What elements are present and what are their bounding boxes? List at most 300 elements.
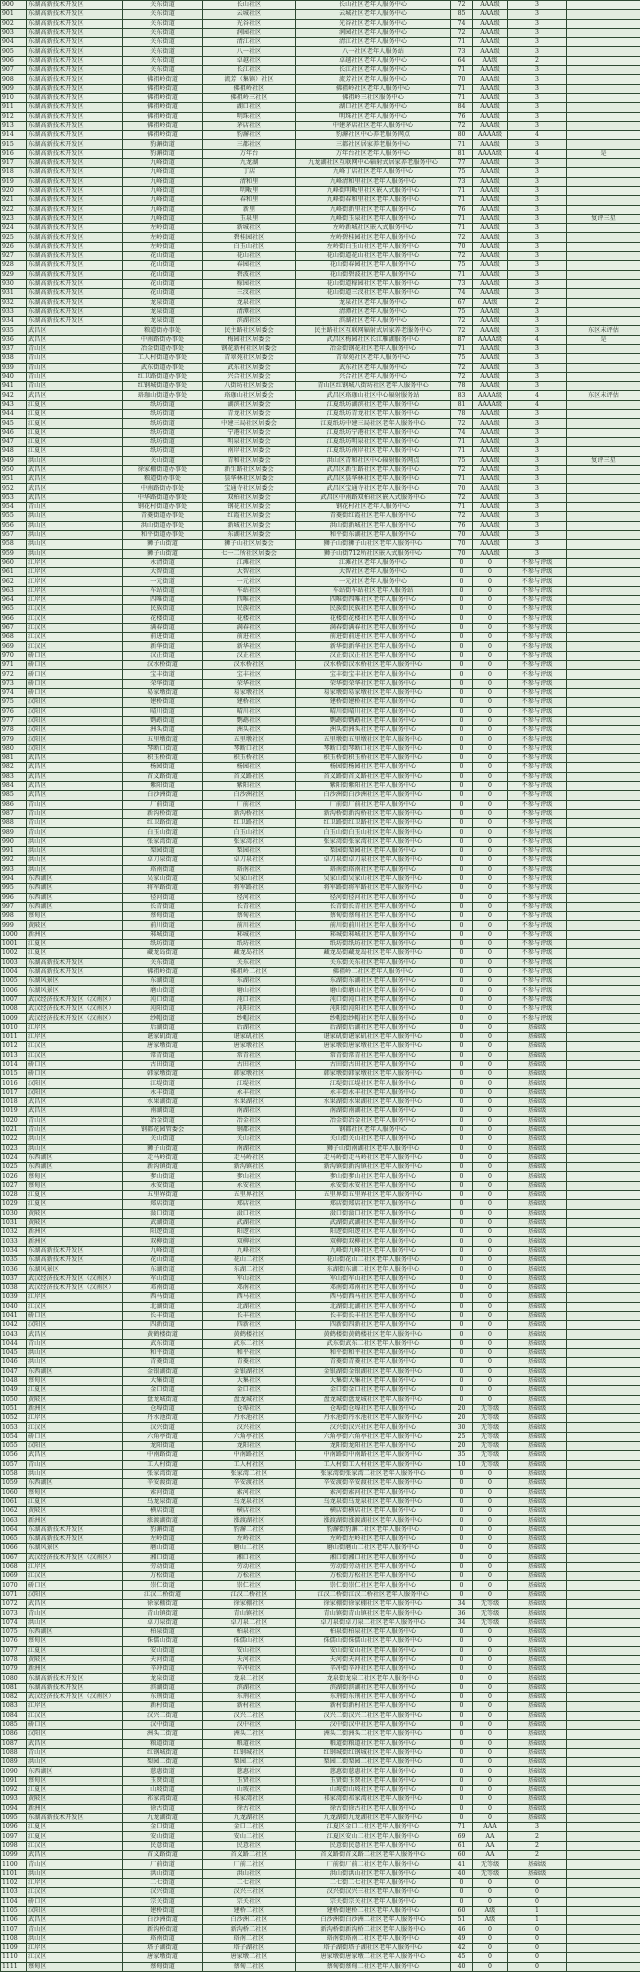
table-row [1, 1098, 640, 1107]
cell-star: 3 [508, 1823, 567, 1832]
cell-service-center: 洲头二街洲头二社区老年人服务中心 [296, 1730, 451, 1739]
cell-note [567, 558, 640, 567]
cell-star: 基础级 [508, 1070, 567, 1079]
cell-district: 江夏区 [27, 1832, 123, 1841]
cell-note [567, 837, 640, 846]
cell-street: 走马岭街道 [123, 1153, 203, 1162]
cell-street: 新沟桥街道 [123, 1925, 203, 1934]
cell-note [567, 279, 640, 288]
cell-note [567, 1107, 640, 1116]
cell-district: 硚口区 [27, 651, 123, 660]
cell-row-number: 959 [1, 549, 27, 558]
cell-district: 江夏区 [27, 447, 123, 456]
cell-star: 3 [508, 465, 567, 474]
cell-row-number: 923 [1, 214, 27, 223]
cell-star: 基础级 [508, 1349, 567, 1358]
cell-service-center: 狮子山街狮子山社区老年人服务中心 [296, 540, 451, 549]
cell-district: 黄陂区 [27, 1218, 123, 1227]
cell-grade: 0 [473, 596, 508, 605]
cell-service-center: 润园社区老年人服务中心 [296, 28, 451, 37]
table-row [1, 1339, 640, 1348]
table-row [1, 1906, 640, 1915]
table-row [1, 1376, 640, 1385]
cell-star: 不参与评级 [508, 651, 567, 660]
cell-street: 仓埠街道 [123, 1404, 203, 1413]
cell-community: 滠口社区 [203, 1209, 296, 1218]
cell-community: 九龙湖社区 [203, 1813, 296, 1822]
cell-score: 0 [451, 949, 473, 958]
cell-note [567, 800, 640, 809]
cell-community: 光谷社区 [203, 19, 296, 28]
cell-street: 藏龙岛街道 [123, 949, 203, 958]
cell-street: 沌阳街道 [123, 1005, 203, 1014]
cell-community: 塔子湖社区 [203, 1944, 296, 1953]
cell-grade: 0 [473, 1878, 508, 1887]
cell-street: 汉正街道 [123, 651, 203, 660]
cell-service-center: 奓山街奓山社区老年人服务中心 [296, 1172, 451, 1181]
cell-score: 0 [451, 1897, 473, 1906]
cell-note [567, 447, 640, 456]
cell-score: 73 [451, 47, 473, 56]
cell-note [567, 521, 640, 530]
cell-grade: 无等级 [473, 1460, 508, 1469]
cell-community: 珞南二社区 [203, 1934, 296, 1943]
cell-service-center: 汉中街汉中社区老年人服务中心 [296, 1720, 451, 1729]
cell-grade: AAA级 [473, 10, 508, 19]
cell-grade: 0 [473, 967, 508, 976]
cell-community: 军山社区 [203, 1274, 296, 1283]
cell-row-number: 1033 [1, 1237, 27, 1246]
cell-row-number: 1103 [1, 1888, 27, 1897]
table-row [1, 1414, 640, 1423]
cell-score: 74 [451, 19, 473, 28]
cell-star: 基础级 [508, 1600, 567, 1609]
cell-score: 36 [451, 1609, 473, 1618]
cell-service-center: 横店街横店社区老年人服务中心 [296, 1507, 451, 1516]
cell-note [567, 382, 640, 391]
cell-note [567, 1442, 640, 1451]
cell-service-center: 走马岭街走马岭社区老年人服务中心 [296, 1153, 451, 1162]
cell-row-number: 1111 [1, 1962, 27, 1971]
table-row [1, 196, 640, 205]
cell-score: 0 [451, 679, 473, 688]
cell-district: 汉阳区 [27, 1079, 123, 1088]
cell-star: 不参与评级 [508, 642, 567, 651]
cell-star: 3 [508, 326, 567, 335]
cell-district: 江汉区 [27, 633, 123, 642]
cell-star: 4 [508, 149, 567, 158]
cell-service-center: 蔡甸街蔡甸二社区老年人服务中心 [296, 1962, 451, 1971]
cell-note [567, 1646, 640, 1655]
cell-row-number: 1106 [1, 1916, 27, 1925]
cell-note [567, 1023, 640, 1032]
cell-service-center: 粮道街粮道社区老年人服务中心 [296, 1739, 451, 1748]
cell-service-center: 光谷社区老年人服务中心 [296, 19, 451, 28]
cell-street: 红钢城街道办事处 [123, 382, 203, 391]
cell-service-center: 积玉桥街积玉桥社区老年人服务中心 [296, 754, 451, 763]
cell-service-center: 黄鹤楼街黄鹤楼社区老年人服务中心 [296, 1330, 451, 1339]
cell-street: 九龙湖街道 [123, 1813, 203, 1822]
cell-note [567, 865, 640, 874]
cell-score: 0 [451, 1098, 473, 1107]
table-row [1, 1553, 640, 1562]
cell-row-number: 920 [1, 186, 27, 195]
cell-grade: 0 [473, 1693, 508, 1702]
cell-star: 不参与评级 [508, 586, 567, 595]
cell-grade: AAAA级 [473, 131, 508, 140]
cell-note [567, 1906, 640, 1915]
cell-score: 0 [451, 967, 473, 976]
cell-service-center: 佛祖岭二社区老年人服务中心 [296, 967, 451, 976]
cell-district: 硚口区 [27, 679, 123, 688]
cell-street: 安山街道 [123, 1832, 203, 1841]
cell-district: 青山区 [27, 363, 123, 372]
cell-star: 3 [508, 354, 567, 363]
cell-grade: AAA级 [473, 549, 508, 558]
cell-community: 花楼社区 [203, 614, 296, 623]
cell-service-center: 永安街永安社区老年人服务中心 [296, 1181, 451, 1190]
cell-note [567, 1181, 640, 1190]
cell-district: 蔡甸区 [27, 1488, 123, 1497]
cell-grade: AAA级 [473, 521, 508, 530]
cell-grade: 0 [473, 1107, 508, 1116]
cell-star: 基础级 [508, 1488, 567, 1497]
cell-grade: 无等级 [473, 1860, 508, 1869]
table-row [1, 177, 640, 186]
cell-row-number: 948 [1, 447, 27, 456]
cell-row-number: 966 [1, 614, 27, 623]
cell-community: 郑店社区 [203, 1200, 296, 1209]
cell-district: 武汉经济技术开发区（汉南区） [27, 1005, 123, 1014]
cell-service-center: 大智社区老年人服务中心 [296, 568, 451, 577]
cell-score: 42 [451, 1944, 473, 1953]
cell-score: 49 [451, 1934, 473, 1943]
cell-score: 75 [451, 168, 473, 177]
cell-service-center: 九峰街九峰社区老年人服务中心 [296, 1246, 451, 1255]
cell-grade: 0 [473, 1572, 508, 1581]
cell-star: 基础级 [508, 1637, 567, 1646]
cell-row-number: 1070 [1, 1581, 27, 1590]
cell-district: 硚口区 [27, 1720, 123, 1729]
cell-score: 85 [451, 10, 473, 19]
cell-star: 基础级 [508, 1534, 567, 1543]
cell-community: 九峰社区 [203, 1246, 296, 1255]
cell-row-number: 1041 [1, 1311, 27, 1320]
cell-community: 新沟桥社区 [203, 809, 296, 818]
cell-star: 基础级 [508, 1711, 567, 1720]
cell-score: 0 [451, 558, 473, 567]
cell-star: 基础级 [508, 1293, 567, 1302]
cell-score: 30 [451, 1423, 473, 1432]
cell-score: 0 [451, 837, 473, 846]
table-row [1, 66, 640, 75]
cell-score: 0 [451, 1125, 473, 1134]
cell-star: 不参与评级 [508, 772, 567, 781]
cell-score: 0 [451, 642, 473, 651]
cell-score: 72 [451, 363, 473, 372]
cell-star: 基础级 [508, 1562, 567, 1571]
cell-star: 基础级 [508, 1618, 567, 1627]
cell-star: 不参与评级 [508, 977, 567, 986]
cell-row-number: 1001 [1, 939, 27, 948]
cell-street: 九峰街道 [123, 177, 203, 186]
cell-note [567, 977, 640, 986]
cell-row-number: 926 [1, 242, 27, 251]
cell-service-center: 厂前街厂前社区老年人服务中心 [296, 800, 451, 809]
cell-note [567, 1191, 640, 1200]
cell-service-center: 邓南街邓南社区老年人服务中心 [296, 1283, 451, 1292]
cell-grade: 无等级 [473, 1414, 508, 1423]
cell-service-center: 九峰清和里社区老年人服务中心 [296, 177, 451, 186]
cell-score: 0 [451, 1693, 473, 1702]
table-row [1, 939, 640, 948]
cell-street: 后湖街道 [123, 1023, 203, 1032]
cell-district: 新洲区 [27, 1804, 123, 1813]
cell-grade: AAAA级 [473, 335, 508, 344]
cell-grade: AAA级 [473, 307, 508, 316]
cell-row-number: 996 [1, 893, 27, 902]
cell-district: 东西湖区 [27, 893, 123, 902]
cell-community: 和平社区 [203, 1349, 296, 1358]
cell-score: 76 [451, 521, 473, 530]
cell-grade: 0 [473, 1479, 508, 1488]
cell-district: 武昌区 [27, 335, 123, 344]
cell-star: 3 [508, 84, 567, 93]
cell-community: 藏龙岛社区 [203, 949, 296, 958]
table-row [1, 1163, 640, 1172]
cell-district: 武昌区 [27, 1916, 123, 1925]
cell-row-number: 1019 [1, 1107, 27, 1116]
cell-row-number: 1085 [1, 1720, 27, 1729]
cell-star: 4 [508, 335, 567, 344]
cell-score: 0 [451, 1534, 473, 1543]
cell-row-number: 960 [1, 558, 27, 567]
cell-note [567, 1711, 640, 1720]
cell-street: 红钢城街道 [123, 1748, 203, 1757]
cell-district: 东西湖区 [27, 1153, 123, 1162]
cell-star: 基础级 [508, 1172, 567, 1181]
cell-row-number: 1027 [1, 1181, 27, 1190]
cell-grade: AA [473, 1832, 508, 1841]
cell-service-center: 卓刀泉街卓刀泉社区老年人服务中心 [296, 856, 451, 865]
cell-row-number: 1072 [1, 1600, 27, 1609]
cell-star: 3 [508, 261, 567, 270]
cell-note [567, 233, 640, 242]
cell-score: 0 [451, 1748, 473, 1757]
cell-grade: 0 [473, 1934, 508, 1943]
cell-score: 0 [451, 1349, 473, 1358]
cell-row-number: 1093 [1, 1795, 27, 1804]
cell-score: 0 [451, 577, 473, 586]
cell-grade: 0 [473, 1469, 508, 1478]
cell-street: 前川街道 [123, 921, 203, 930]
cell-street: 龙泉街道 [123, 1674, 203, 1683]
cell-row-number: 958 [1, 540, 27, 549]
cell-community: 青和社区居委会 [203, 456, 296, 465]
cell-star: 基础级 [508, 1423, 567, 1432]
table-row [1, 1562, 640, 1571]
cell-row-number: 1044 [1, 1339, 27, 1348]
cell-street: 滨湖街道 [123, 1683, 203, 1692]
cell-community: 武东社区居委会 [203, 363, 296, 372]
cell-star: 不参与评级 [508, 828, 567, 837]
cell-star: 不参与评级 [508, 633, 567, 642]
cell-grade: 0 [473, 1562, 508, 1571]
cell-star: 基础级 [508, 1098, 567, 1107]
cell-note [567, 1116, 640, 1125]
cell-service-center: 龙阳街龙阳社区老年人服务中心 [296, 1442, 451, 1451]
cell-street: 九峰街道 [123, 196, 203, 205]
cell-community: 南岸社区居委会 [203, 447, 296, 456]
cell-service-center: 卓刀泉街卓刀泉二社区老年人服务中心 [296, 1618, 451, 1627]
cell-community: 长江社区 [203, 66, 296, 75]
cell-star: 不参与评级 [508, 847, 567, 856]
cell-grade: 0 [473, 1786, 508, 1795]
cell-community: 沌阳社区 [203, 1005, 296, 1014]
cell-row-number: 972 [1, 670, 27, 679]
cell-row-number: 962 [1, 577, 27, 586]
cell-service-center: 左岭新城社区嵌入式服务中心 [296, 224, 451, 233]
cell-star: 基础级 [508, 1274, 567, 1283]
cell-row-number: 999 [1, 921, 27, 930]
cell-score: 0 [451, 856, 473, 865]
cell-star: 基础级 [508, 1544, 567, 1553]
cell-score: 0 [451, 977, 473, 986]
cell-service-center: 大集街大集社区老年人服务中心 [296, 1376, 451, 1385]
cell-community: 阳逻社区 [203, 1228, 296, 1237]
cell-note [567, 1, 640, 10]
cell-note [567, 1423, 640, 1432]
cell-score: 0 [451, 586, 473, 595]
cell-service-center: 豹澥街豹澥二社区老年人服务中心 [296, 1525, 451, 1534]
cell-community: 宁港社区居委会 [203, 428, 296, 437]
cell-score: 0 [451, 1739, 473, 1748]
cell-district: 武昌区 [27, 475, 123, 484]
cell-community: 玉贤社区 [203, 1776, 296, 1785]
table-row [1, 1256, 640, 1265]
cell-row-number: 1076 [1, 1637, 27, 1646]
cell-community: 新里 [203, 205, 296, 214]
cell-grade: AAA级 [473, 270, 508, 279]
cell-grade: 0 [473, 1200, 508, 1209]
cell-service-center: 关山街关山社区老年人服务中心 [296, 1135, 451, 1144]
cell-district: 东湖风景区 [27, 1544, 123, 1553]
cell-district: 江岸区 [27, 586, 123, 595]
table-row [1, 530, 640, 539]
cell-note [567, 754, 640, 763]
cell-star: 基础级 [508, 1302, 567, 1311]
cell-community: 云城社区 [203, 10, 296, 19]
cell-district: 江汉区 [27, 1711, 123, 1720]
cell-street: 红卫路街道办事处 [123, 372, 203, 381]
cell-community: 张家湾二社区 [203, 1469, 296, 1478]
cell-community: 索河社区 [203, 1488, 296, 1497]
cell-street: 关东街道 [123, 38, 203, 47]
cell-row-number: 973 [1, 679, 27, 688]
cell-note [567, 1367, 640, 1376]
cell-note [567, 986, 640, 995]
cell-star: 3 [508, 66, 567, 75]
cell-score: 0 [451, 1367, 473, 1376]
cell-community: 新沟桥二社区 [203, 1925, 296, 1934]
cell-community: 四新社区 [203, 1321, 296, 1330]
cell-note [567, 1934, 640, 1943]
cell-street: 左岭街道 [123, 233, 203, 242]
cell-grade: A级 [473, 1916, 508, 1925]
cell-row-number: 1102 [1, 1878, 27, 1887]
cell-row-number: 1082 [1, 1693, 27, 1702]
cell-district: 东湖高新技术开发区 [27, 10, 123, 19]
cell-district: 东湖高新技术开发区 [27, 958, 123, 967]
cell-grade: AAA级 [473, 140, 508, 149]
cell-score: 34 [451, 1618, 473, 1627]
cell-street: 佛祖岭街道 [123, 112, 203, 121]
cell-star: 基础级 [508, 1088, 567, 1097]
table-row [1, 977, 640, 986]
cell-community: 天河社区 [203, 1655, 296, 1664]
cell-star: 基础级 [508, 1432, 567, 1441]
cell-district: 东西湖区 [27, 902, 123, 911]
cell-community: 鹦鹉社区 [203, 716, 296, 725]
cell-score: 0 [451, 1032, 473, 1041]
cell-grade: 0 [473, 1581, 508, 1590]
table-row [1, 1181, 640, 1190]
cell-street: 天河街道 [123, 1655, 203, 1664]
table-row [1, 1423, 640, 1432]
cell-street: 白沙洲街道 [123, 1916, 203, 1925]
cell-star: 3 [508, 317, 567, 326]
cell-note [567, 949, 640, 958]
table-row [1, 558, 640, 567]
cell-score: 77 [451, 159, 473, 168]
cell-row-number: 988 [1, 819, 27, 828]
cell-street: 纱帽街道 [123, 1014, 203, 1023]
cell-row-number: 930 [1, 279, 27, 288]
cell-grade: 0 [473, 670, 508, 679]
cell-district: 东湖高新技术开发区 [27, 233, 123, 242]
cell-grade: 0 [473, 661, 508, 670]
cell-service-center: 佛祖岭三社区服务中心 [296, 93, 451, 102]
cell-note [567, 1516, 640, 1525]
cell-note [567, 428, 640, 437]
table-row [1, 121, 640, 130]
table-row [1, 1032, 640, 1041]
cell-score: 0 [451, 1516, 473, 1525]
cell-star: 基础级 [508, 1813, 567, 1822]
cell-row-number: 955 [1, 512, 27, 521]
cell-note [567, 605, 640, 614]
cell-community: 厂前二社区 [203, 1860, 296, 1869]
cell-star: 不参与评级 [508, 735, 567, 744]
cell-community: 兴合社区居委会 [203, 372, 296, 381]
cell-score: 46 [451, 1925, 473, 1934]
cell-district: 东湖高新技术开发区 [27, 1, 123, 10]
cell-score: 0 [451, 1321, 473, 1330]
cell-district: 洪山区 [27, 521, 123, 530]
cell-star: 不参与评级 [508, 688, 567, 697]
cell-community: 将军路社区 [203, 884, 296, 893]
cell-district: 江岸区 [27, 568, 123, 577]
cell-district: 东湖高新技术开发区 [27, 186, 123, 195]
cell-score: 71 [451, 186, 473, 195]
cell-score: 20 [451, 1404, 473, 1413]
cell-community: 汉兴二社区 [203, 1711, 296, 1720]
cell-star: 2 [508, 1832, 567, 1841]
cell-row-number: 963 [1, 586, 27, 595]
cell-grade: AAA级 [473, 540, 508, 549]
cell-score: 20 [451, 1442, 473, 1451]
cell-grade: 0 [473, 912, 508, 921]
